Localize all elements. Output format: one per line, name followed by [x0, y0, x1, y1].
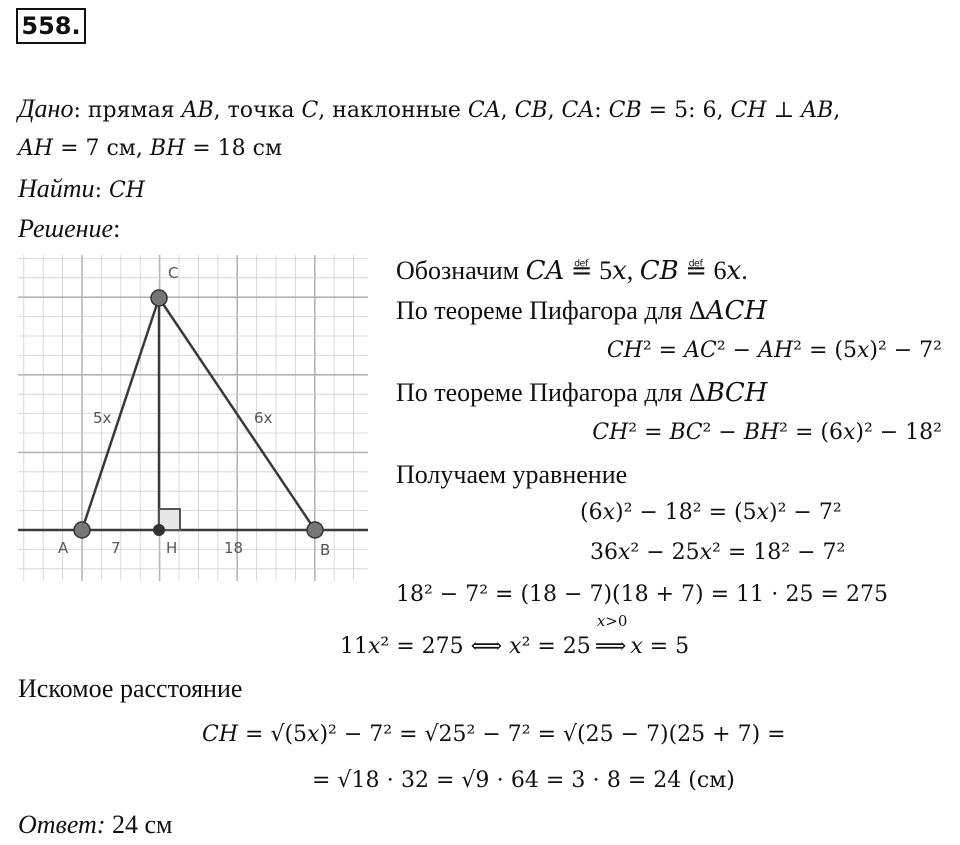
label-hb-length: 18 — [224, 539, 244, 557]
label-c: C — [168, 264, 179, 282]
step-solve-x — [340, 612, 690, 662]
solution-heading — [18, 214, 120, 244]
solution-label: Решение — [18, 214, 114, 243]
label-cb-length: 6x — [254, 409, 273, 427]
point-h — [153, 524, 165, 536]
problem-number: 558. — [16, 8, 86, 44]
step-difference-of-squares: 18² − 7² = (18 − 7)(18 + 7) = 11 ⋅ 25 = 275 — [396, 582, 888, 607]
step-denote: Обозначим 𝐶𝐴 ≝ 5𝑥, 𝐶𝐵 ≝ 6𝑥. — [396, 256, 748, 285]
implies-arrow: ⟹ — [594, 634, 627, 659]
label-h: H — [166, 539, 178, 557]
step-simplified: 36𝑥² − 25𝑥² = 18² − 7² — [590, 540, 846, 565]
answer-value: 24 см — [105, 810, 173, 839]
find-line — [18, 174, 145, 206]
step-solve-x-left: 11𝑥² = 275 ⟺ 𝑥² = 25 — [340, 634, 591, 659]
distance-line-1: 𝐶𝐻 = √(5𝑥)² − 7² = √25² − 7² = √(25 − 7)(25 + 7) = — [202, 722, 786, 747]
given-text: : прямая 𝐴𝐵, точка 𝐶, наклонные 𝐶𝐴, 𝐶𝐵, 𝐶𝐴: 𝐶𝐵 = 5: 6, 𝐶𝐻 ⊥ 𝐴𝐵, — [73, 98, 841, 123]
given-line-1 — [18, 94, 840, 126]
answer-label: Ответ: — [18, 810, 106, 839]
step-pythagoras-ach: По теореме Пифагора для Δ𝐴𝐶𝐻 — [396, 296, 768, 325]
step-ch-from-ach: 𝐶𝐻² = 𝐴𝐶² − 𝐴𝐻² = (5𝑥)² − 7² — [606, 338, 942, 363]
step-solve-x-right: 𝑥 = 5 — [630, 634, 690, 659]
label-ca-length: 5x — [93, 409, 112, 427]
given-label: Дано — [18, 94, 74, 123]
point-a — [74, 522, 90, 538]
step-equation-heading: Получаем уравнение — [396, 460, 628, 489]
implies-with-condition — [594, 612, 628, 662]
label-a: A — [58, 539, 69, 557]
solution-colon: : — [113, 214, 121, 243]
distance-heading: Искомое расстояние — [18, 674, 243, 703]
point-b — [307, 522, 323, 538]
find-label: Найти — [18, 174, 95, 203]
label-b: B — [320, 541, 331, 559]
triangle-diagram — [18, 255, 368, 581]
distance-line-2: = √18 ⋅ 32 = √9 ⋅ 64 = 3 ⋅ 8 = 24 (см) — [312, 768, 735, 793]
triangle-figure — [18, 255, 368, 581]
find-value: : 𝐶𝐻 — [94, 178, 145, 203]
label-ah-length: 7 — [111, 539, 121, 557]
step-equation: (6𝑥)² − 18² = (5𝑥)² − 7² — [580, 500, 842, 525]
given-line-2: 𝐴𝐻 = 7 см, 𝐵𝐻 = 18 см — [18, 136, 283, 161]
step-ch-from-bch: 𝐶𝐻² = 𝐵𝐶² − 𝐵𝐻² = (6𝑥)² − 18² — [592, 420, 942, 445]
answer-line — [18, 810, 172, 840]
point-c — [151, 290, 167, 306]
condition-x-positive: 𝑥>0 — [596, 612, 628, 630]
step-pythagoras-bch: По теореме Пифагора для Δ𝐵𝐶𝐻 — [396, 378, 768, 407]
